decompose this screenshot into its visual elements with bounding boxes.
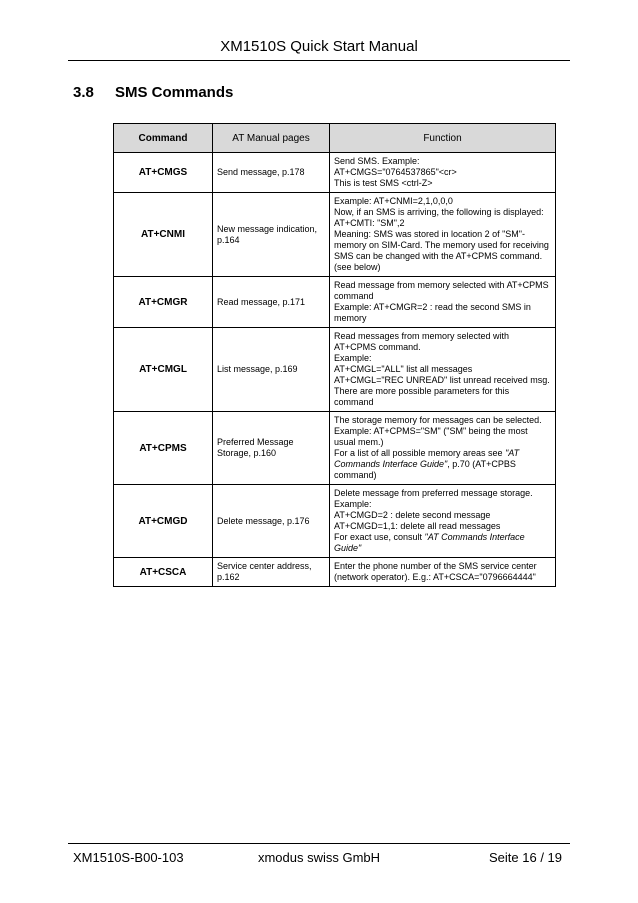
function-line — [334, 532, 551, 554]
table-row — [114, 153, 556, 193]
function-text: AT+CMGD=2 : delete second message — [334, 510, 491, 520]
section-heading — [73, 84, 233, 101]
function-text: Example: — [334, 353, 372, 363]
footer-company: xmodus swiss GmbH — [257, 850, 381, 865]
table-row — [114, 277, 556, 328]
function-text: AT+CMTI: "SM",2 — [334, 218, 405, 228]
column-header-command: Command — [114, 124, 213, 153]
function-text: Read message from memory selected with AT+CPMS command — [334, 280, 549, 301]
function-line — [334, 229, 551, 273]
function-cell — [330, 558, 556, 587]
footer-page-number: Seite 16 / 19 — [489, 850, 562, 865]
function-text: AT+CMGL="REC UNREAD" list unread received msg. — [334, 375, 550, 385]
function-cell — [330, 193, 556, 277]
function-text: AT+CMGD=1,1: delete all read messages — [334, 521, 501, 531]
function-line — [334, 561, 551, 583]
function-line — [334, 331, 551, 353]
table-row — [114, 485, 556, 558]
command-cell: AT+CMGD — [114, 485, 213, 558]
function-text: AT+CMGS="0764537865"<cr> — [334, 167, 457, 177]
function-line — [334, 167, 551, 178]
function-line — [334, 375, 551, 386]
section-number: 3.8 — [73, 84, 94, 101]
manual-page-cell: Delete message, p.176 — [213, 485, 330, 558]
function-cell — [330, 277, 556, 328]
function-line — [334, 353, 551, 364]
function-reference-italic: "AT Commands Interface Guide" — [334, 448, 520, 469]
function-line — [334, 178, 551, 189]
table-header-row — [114, 124, 556, 153]
manual-page-cell: Service center address, p.162 — [213, 558, 330, 587]
manual-page-cell: Preferred Message Storage, p.160 — [213, 412, 330, 485]
document-header-title: XM1510S Quick Start Manual — [220, 38, 418, 55]
function-text: Meaning: SMS was stored in location 2 of "SM"-memory on SIM-Card. The memory used for receiving SMS can be changed with the AT+CPMS command. (see below) — [334, 229, 549, 272]
function-cell — [330, 328, 556, 412]
table-row — [114, 193, 556, 277]
function-cell — [330, 485, 556, 558]
function-line — [334, 280, 551, 302]
function-line — [334, 196, 551, 207]
function-line — [334, 218, 551, 229]
table-body — [114, 153, 556, 587]
sms-commands-table — [113, 123, 556, 587]
table-row — [114, 412, 556, 485]
table-row — [114, 328, 556, 412]
command-cell: AT+CPMS — [114, 412, 213, 485]
function-cell — [330, 153, 556, 193]
function-text-continued: , p.70 (AT+CPBS command) — [334, 459, 516, 480]
header-divider — [68, 60, 570, 61]
manual-page-cell: Read message, p.171 — [213, 277, 330, 328]
command-cell: AT+CNMI — [114, 193, 213, 277]
function-reference-italic: "AT Commands Interface Guide" — [334, 532, 525, 553]
function-line — [334, 510, 551, 521]
function-text: For exact use, consult — [334, 532, 425, 542]
footer-divider — [68, 843, 570, 844]
command-cell: AT+CMGL — [114, 328, 213, 412]
column-header-function: Function — [330, 124, 556, 153]
function-line — [334, 207, 551, 218]
function-line — [334, 386, 551, 408]
function-text: AT+CMGL="ALL" list all messages — [334, 364, 473, 374]
function-text: Delete message from preferred message storage. Example: — [334, 488, 533, 509]
manual-page-cell: Send message, p.178 — [213, 153, 330, 193]
function-text: Send SMS. Example: — [334, 156, 420, 166]
manual-page-cell: New message indication, p.164 — [213, 193, 330, 277]
function-text: Example: AT+CMGR=2 : read the second SMS in memory — [334, 302, 531, 323]
command-cell: AT+CMGS — [114, 153, 213, 193]
section-title: SMS Commands — [115, 84, 234, 101]
command-cell: AT+CSCA — [114, 558, 213, 587]
table-row — [114, 558, 556, 587]
manual-page-cell: List message, p.169 — [213, 328, 330, 412]
function-line — [334, 488, 551, 510]
function-line — [334, 364, 551, 375]
function-text: The storage memory for messages can be selected. Example: AT+CPMS="SM" ("SM" being the most usual mem.) — [334, 415, 542, 447]
function-line — [334, 521, 551, 532]
function-text: Read messages from memory selected with AT+CPMS command. — [334, 331, 510, 352]
function-text: For a list of all possible memory areas see — [334, 448, 506, 458]
function-cell — [330, 412, 556, 485]
footer-doc-id: XM1510S-B00-103 — [73, 850, 184, 865]
function-line — [334, 415, 551, 448]
function-text: There are more possible parameters for this command — [334, 386, 510, 407]
function-line — [334, 448, 551, 481]
function-line — [334, 156, 551, 167]
command-cell: AT+CMGR — [114, 277, 213, 328]
function-text: Enter the phone number of the SMS service center (network operator). E.g.: AT+CSCA="0796664444" — [334, 561, 537, 582]
function-text: This is test SMS <ctrl-Z> — [334, 178, 433, 188]
function-line — [334, 302, 551, 324]
function-text: Example: AT+CNMI=2,1,0,0,0 — [334, 196, 453, 206]
function-text: Now, if an SMS is arriving, the following is displayed: — [334, 207, 544, 217]
column-header-manual-pages: AT Manual pages — [213, 124, 330, 153]
